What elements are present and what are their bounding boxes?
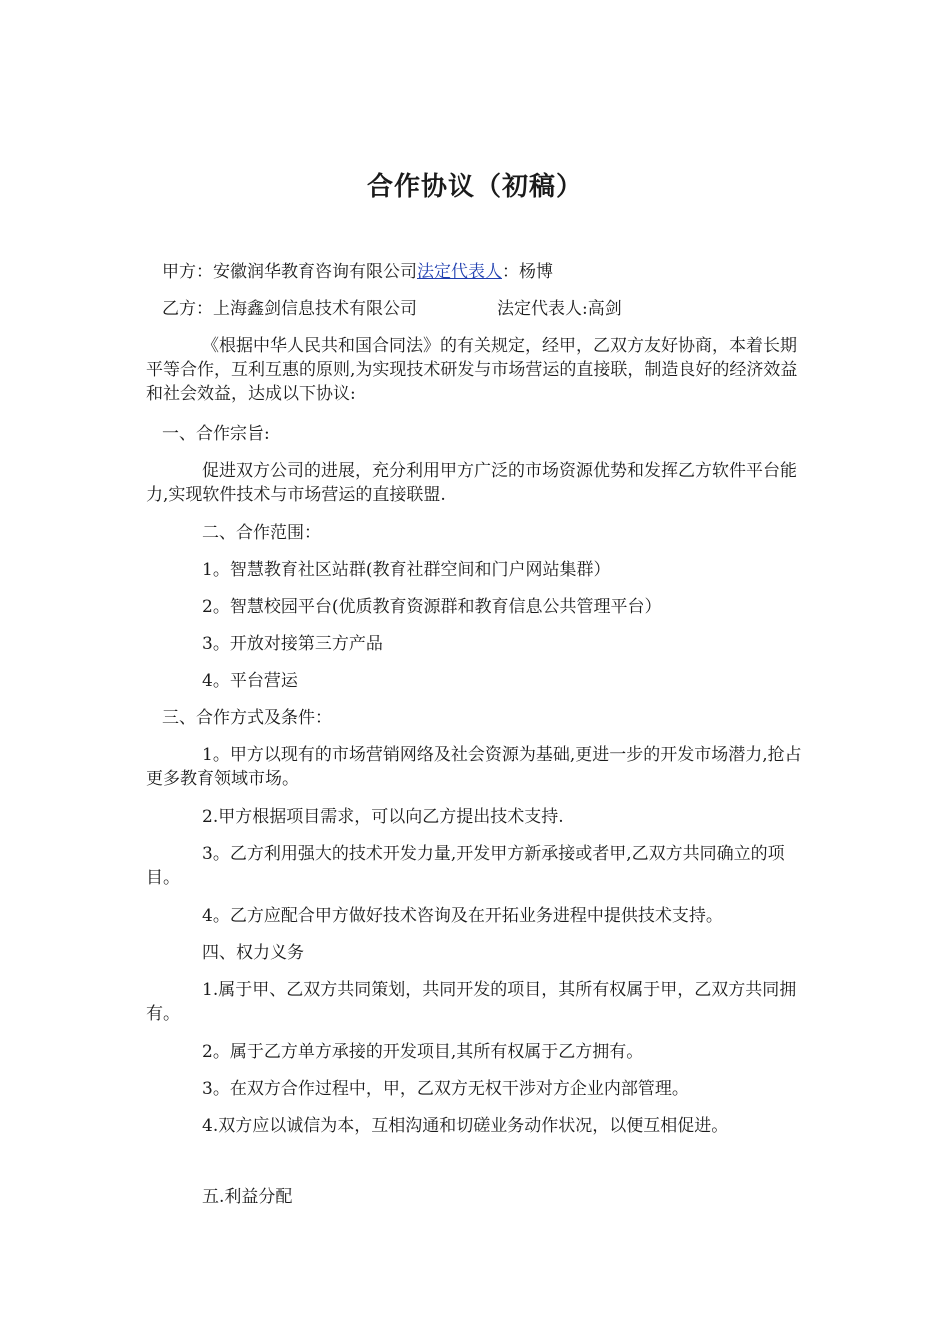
list-item: 2。属于乙方单方承接的开发项目,其所有权属于乙方拥有。	[202, 1042, 644, 1062]
legal-rep-link[interactable]: 法定代表人	[417, 262, 502, 282]
party-a-rep: ：杨博	[502, 262, 553, 282]
preamble-paragraph: 《根据中华人民共和国合同法》的有关规定，经甲，乙双方友好协商，本着长期平等合作，互利互惠的原则,为实现技术研发与市场营运的直接联，制造良好的经济效益和社会效益，达成以下协议:	[146, 336, 798, 404]
section-1-heading: 一、合作宗旨:	[162, 424, 270, 444]
party-b-name: 乙方：上海鑫剑信息技术有限公司	[162, 299, 417, 319]
list-item: 1。智慧教育社区站群(教育社群空间和门户网站集群）	[202, 560, 611, 580]
party-b-rep: 法定代表人:高剑	[497, 299, 622, 319]
list-item: 4。平台营运	[202, 671, 298, 691]
list-item: 3。在双方合作过程中，甲，乙双方无权干涉对方企业内部管理。	[202, 1079, 689, 1099]
list-item: 1。甲方以现有的市场营销网络及社会资源为基础,更进一步的开发市场潜力,抢占更多教育领域市场。	[146, 745, 802, 789]
party-a-name: 甲方：安徽润华教育咨询有限公司	[162, 262, 417, 282]
section-4-heading: 四、权力义务	[202, 943, 304, 963]
document-title: 合作协议（初稿）	[366, 172, 583, 202]
list-item: 2。智慧校园平台(优质教育资源群和教育信息公共管理平台）	[202, 597, 662, 617]
list-item: 4。乙方应配合甲方做好技术咨询及在开拓业务进程中提供技术支持。	[202, 906, 723, 926]
section-1-body: 促进双方公司的进展，充分利用甲方广泛的市场资源优势和发挥乙方软件平台能力,实现软件技术与市场营运的直接联盟.	[146, 461, 797, 505]
section-2-heading: 二、合作范围：	[202, 523, 321, 543]
section-5-heading: 五.利益分配	[202, 1187, 293, 1207]
list-item: 2.甲方根据项目需求，可以向乙方提出技术支持.	[202, 807, 564, 827]
list-item: 1.属于甲、乙双方共同策划，共同开发的项目，其所有权属于甲，乙双方共同拥有。	[146, 980, 797, 1024]
section-3-heading: 三、合作方式及条件：	[162, 708, 332, 728]
list-item: 3。乙方利用强大的技术开发力量,开发甲方新承接或者甲,乙双方共同确立的项目。	[146, 844, 785, 888]
party-b-line	[162, 297, 622, 321]
list-item: 4.双方应以诚信为本，互相沟通和切磋业务动作状况，以便互相促进。	[202, 1116, 729, 1136]
list-item: 3。开放对接第三方产品	[202, 634, 383, 654]
party-a-line	[162, 260, 553, 284]
